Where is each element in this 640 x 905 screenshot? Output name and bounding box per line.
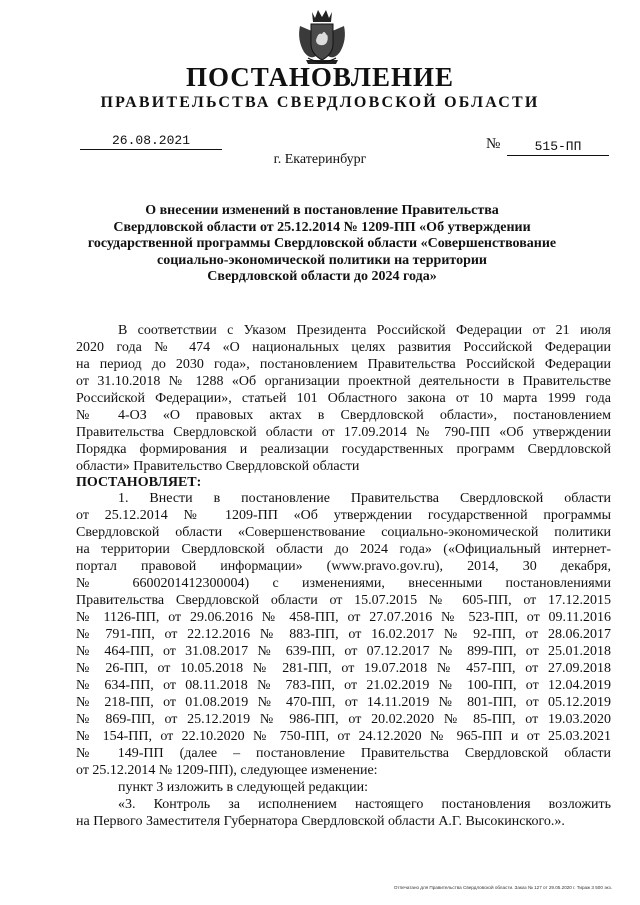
document-subtitle: ПРАВИТЕЛЬСТВА СВЕРДЛОВСКОЙ ОБЛАСТИ (100, 94, 540, 111)
body-line: № 26-ПП, от 10.05.2018 № 281-ПП, от 19.07.2018 № 457-ПП, от 27.09.2018 (76, 661, 611, 676)
body-line: портал правовой информации» (www.pravo.gov.ru), 2014, 30 декабря, (76, 559, 611, 574)
document-heading (80, 203, 564, 286)
body-line: В соответствии с Указом Президента Российской Федерации от 21 июля (118, 323, 611, 338)
body-line: № 149-ПП (далее – постановление Правительства Свердловской области (76, 746, 611, 761)
body-line: № 6600201412300004) с изменениями, внесенными постановлениями (76, 576, 611, 591)
body-line: № 218-ПП, от 01.08.2019 № 470-ПП, от 14.11.2019 № 801-ПП, от 05.12.2019 (76, 695, 611, 710)
body-line: от 25.12.2014 № 1209-ПП), следующее изменение: (76, 763, 378, 778)
body-line: № 154-ПП, от 22.10.2020 № 750-ПП, от 24.12.2020 № 965-ПП и от 25.03.2021 (76, 729, 611, 744)
body-line: Российской Федерации», статьей 101 Областного закона от 10 марта 1999 года (76, 391, 611, 406)
body-line: № 791-ПП, от 22.12.2016 № 883-ПП, от 16.02.2017 № 92-ПП, от 28.06.2017 (76, 627, 611, 642)
body-line: 2020 года № 474 «О национальных целях развития Российской Федерации (76, 340, 611, 355)
body-line: на Первого Заместителя Губернатора Свердловской области А.Г. Высокинского.». (76, 814, 565, 829)
heading-line: Свердловской области до 2024 года» (207, 269, 437, 284)
body-line: 1. Внести в постановление Правительства Свердловской области (118, 491, 611, 506)
print-footer: Отпечатано для Правительства Свердловской области. Заказ № 127 от 29.05.2020 г. Тираж 3 500 экз. (393, 885, 612, 890)
body-line: на территории Свердловской области до 2024 года» («Официальный интернет- (76, 542, 611, 557)
document-title: ПОСТАНОВЛЕНИЕ (185, 62, 455, 92)
body-line: № 634-ПП, от 08.11.2018 № 783-ПП, от 21.02.2019 № 100-ПП, от 12.04.2019 (76, 678, 611, 693)
body-line: № 1126-ПП, от 29.06.2016 № 458-ПП, от 27.07.2016 № 523-ПП, от 09.11.2016 (76, 610, 611, 625)
heading-line: социально-экономической политики на территории (156, 252, 488, 268)
heading-line: О внесении изменений в постановление Правительства (145, 203, 499, 218)
body-line: от 31.10.2018 № 1288 «Об организации проектной деятельности в Правительстве (76, 374, 611, 389)
heading-line: Свердловской области от 25.12.2014 № 1209-ПП «Об утверждении (113, 219, 531, 235)
heading-line: государственной программы Свердловской области «Совершенствование (87, 236, 557, 251)
body-line: № 4-ОЗ «О правовых актах в Свердловской области», постановлением (76, 408, 611, 423)
document-date: 26.08.2021 (80, 133, 222, 150)
document-number: 515-ПП (507, 139, 609, 156)
body-line: пункт 3 изложить в следующей редакции: (118, 780, 368, 795)
body-line: области» Правительство Свердловской области (76, 459, 360, 474)
body-line: на период до 2030 года», постановлением Правительства Российской Федерации (76, 357, 611, 372)
body-line: «3. Контроль за исполнением настоящего постановления возложить (118, 797, 611, 812)
body-line: Свердловской области «Совершенствование социально-экономической политики (76, 525, 611, 540)
city: г. Екатеринбург (273, 152, 367, 167)
body-line: № 869-ПП, от 25.12.2019 № 986-ПП, от 20.02.2020 № 85-ПП, от 19.03.2020 (76, 712, 611, 727)
number-label: № (486, 136, 501, 152)
body-line: № 464-ПП, от 31.08.2017 № 639-ПП, от 07.12.2017 № 899-ПП, от 25.01.2018 (76, 644, 611, 659)
decree-keyword: ПОСТАНОВЛЯЕТ: (76, 475, 202, 490)
body-line: Правительства Свердловской области от 17.09.2014 № 790-ПП «Об утверждении (76, 425, 611, 440)
body-line: Правительства Свердловской области от 15.07.2015 № 605-ПП, от 17.12.2015 (76, 593, 611, 608)
coat-of-arms-icon (296, 6, 348, 68)
body-line: Порядка формирования и реализации государственных программ Свердловской (76, 442, 611, 457)
body-line: от 25.12.2014 № 1209-ПП «Об утверждении государственной программы (76, 508, 611, 523)
